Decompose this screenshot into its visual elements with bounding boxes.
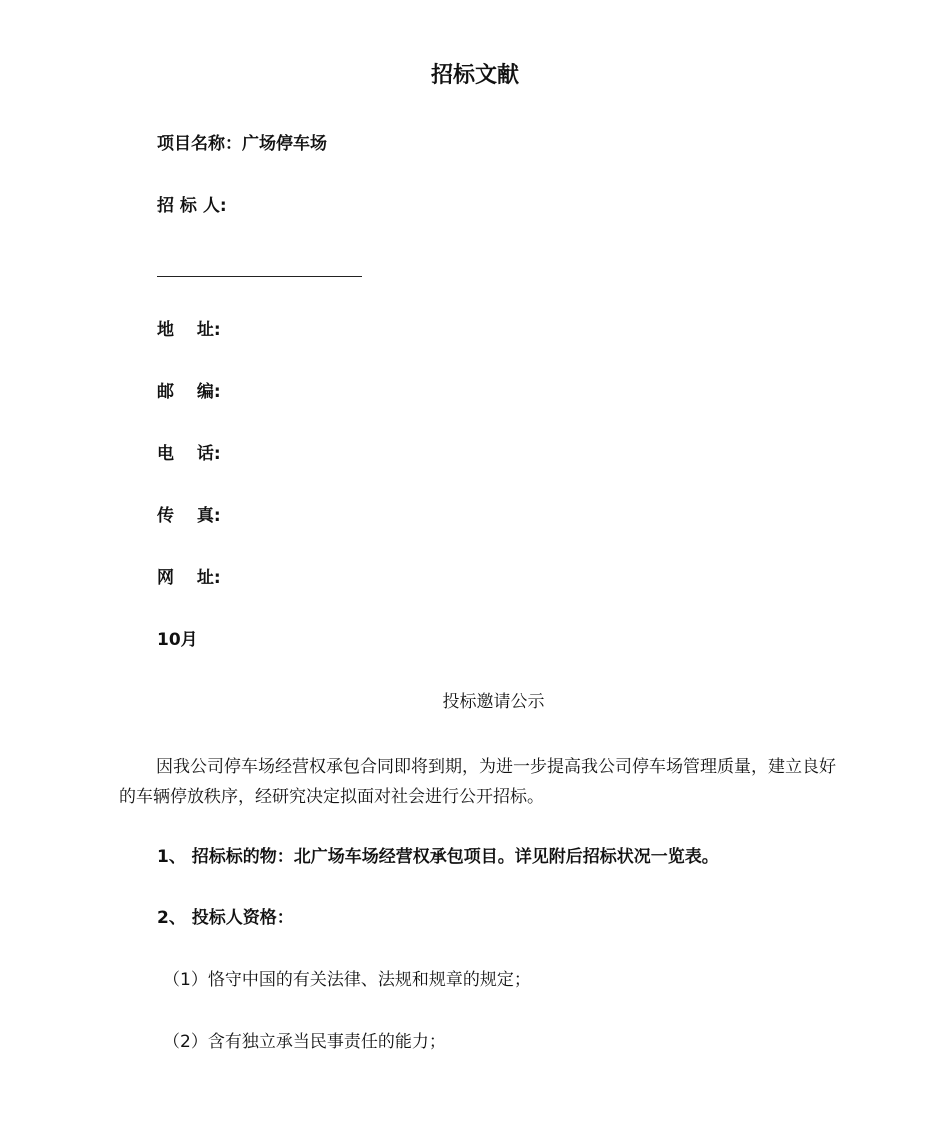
phone-field: 电 话:	[157, 444, 221, 464]
list-item: 1、 招标标的物：北广场车场经营权承包项目。详见附后招标状况一览表。	[157, 847, 719, 867]
sub-list-item: （1）恪守中国的有关法律、法规和规章的规定；	[163, 970, 531, 990]
invitation-title: 投标邀请公示	[442, 692, 545, 712]
fax-field: 传 真:	[157, 506, 221, 526]
postcode-field: 邮 编:	[157, 382, 221, 402]
sub-list-item: （2）含有独立承当民事责任的能力；	[163, 1032, 446, 1052]
tenderer-field: 招 标 人:	[157, 196, 227, 216]
website-field: 网 址:	[157, 568, 221, 588]
date-field: 10月	[157, 630, 198, 650]
list-item: 2、 投标人资格：	[157, 908, 294, 928]
document-title: 招标文献	[430, 63, 519, 88]
intro-paragraph: 因我公司停车场经营权承包合同即将到期，为进一步提高我公司停车场管理质量，建立良好的车辆停放秩序，经研究决定拟面对社会进行公开招标。	[119, 757, 836, 807]
tenderer-blank-line	[157, 276, 362, 277]
address-field: 地 址:	[157, 320, 221, 340]
project-name-field: 项目名称：广场停车场	[157, 134, 327, 154]
